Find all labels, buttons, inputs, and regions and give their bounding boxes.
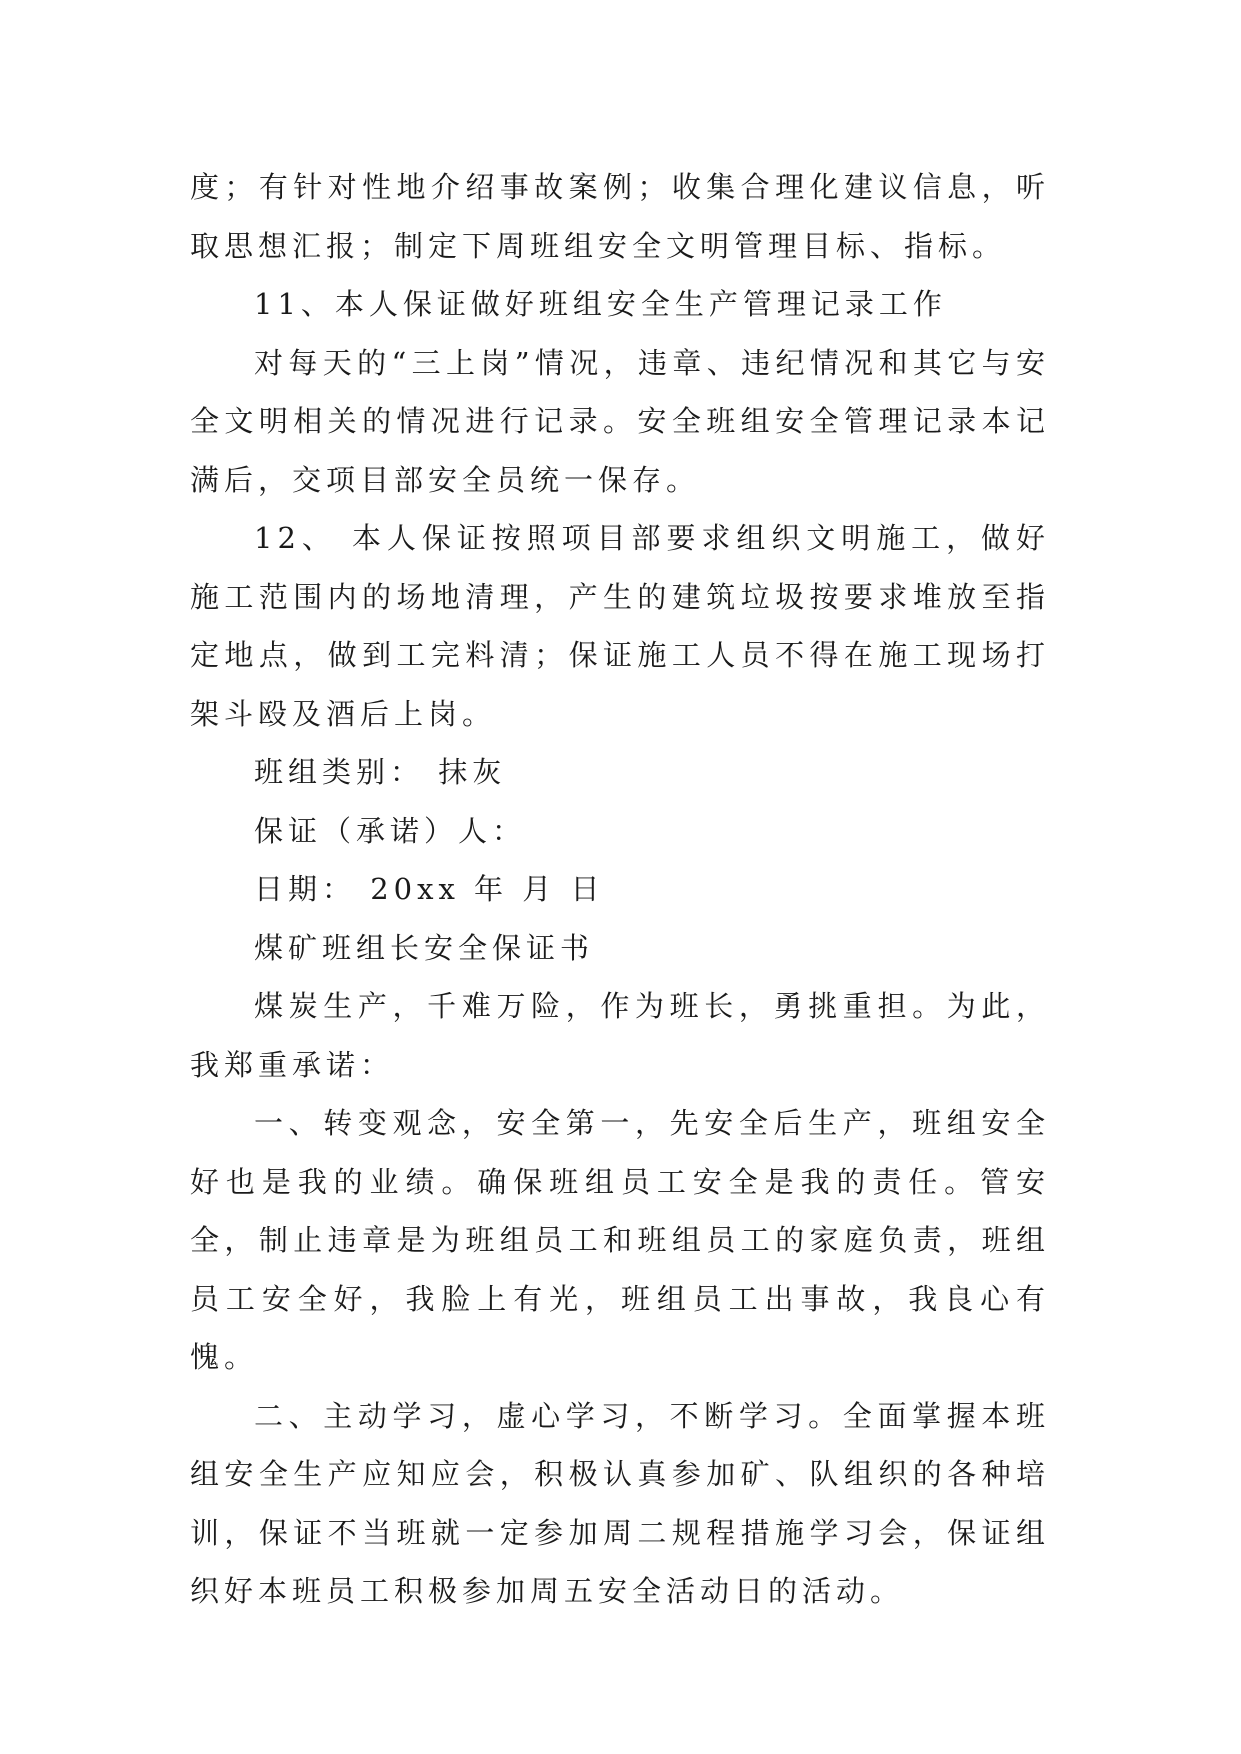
paragraph-point-two: 二、主动学习，虚心学习，不断学习。全面掌握本班组安全生产应知应会，积极认真参加矿、队组织的各种培训，保证不当班就一定参加周二规程措施学习会，保证组织好本班员工积极参加周五安全活动日的活动。 — [190, 1398, 1050, 1608]
section-title: 煤矿班组长安全保证书 — [254, 930, 595, 965]
paragraph-item-11: 11、本人保证做好班组安全生产管理记录工作 — [254, 287, 947, 321]
paragraph-record-details: 对每天的“三上岗”情况，违章、违纪情况和其它与安全文明相关的情况进行记录。安全班组安全管理记录本记满后，交项目部安全员统一保存。 — [190, 345, 1050, 497]
document-body — [190, 158, 1050, 1621]
paragraph-continuation: 度；有针对性地介绍事故案例；收集合理化建议信息，听取思想汇报；制定下周班组安全文明管理目标、指标。 — [190, 170, 1050, 263]
date-line: 日期： 20xx 年 月 日 — [254, 872, 605, 906]
paragraph-item-12: 12、 本人保证按照项目部要求组织文明施工，做好施工范围内的场地清理，产生的建筑垃圾按要求堆放至指定地点，做到工完料清；保证施工人员不得在施工现场打架斗殴及酒后上岗。 — [190, 521, 1050, 731]
team-category-line: 班组类别： 抹灰 — [254, 755, 507, 789]
paragraph-point-one: 一、转变观念，安全第一，先安全后生产，班组安全好也是我的业绩。确保班组员工安全是我的责任。管安全，制止违章是为班组员工和班组员工的家庭负责，班组员工安全好，我脸上有光，班组员工出事故，我良心有愧。 — [190, 1106, 1050, 1374]
paragraph-intro: 煤炭生产，千难万险，作为班长，勇挑重担。为此，我郑重承诺： — [190, 989, 1050, 1082]
guarantor-line: 保证（承诺）人： — [254, 813, 527, 848]
